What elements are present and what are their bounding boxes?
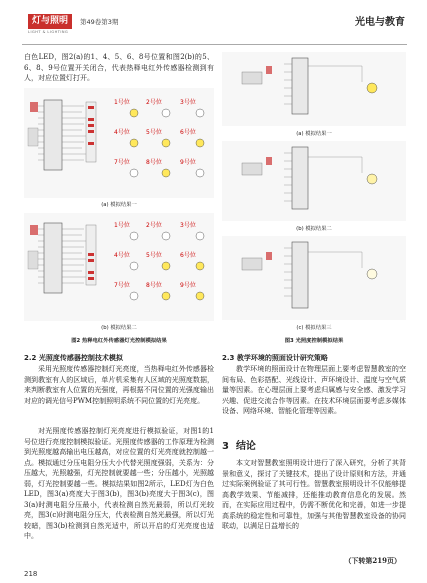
figure2a-caption: (a) 模拟结果一 bbox=[101, 202, 137, 208]
continued-note: （下转第219页） bbox=[344, 556, 401, 565]
section-title: 光电与教育 bbox=[355, 17, 405, 28]
figure2-caption: 图2 热释电红外传感器灯光控制模拟结果 bbox=[71, 338, 167, 344]
figure2a-image bbox=[24, 88, 214, 198]
figure3b-caption: (b) 模拟结果二 bbox=[296, 226, 332, 232]
figure3a-image bbox=[222, 52, 406, 126]
svg-text:4号位: 4号位 bbox=[114, 252, 130, 259]
figure3-caption: 图3 光照度控制模拟结果 bbox=[284, 338, 344, 344]
svg-text:2号位: 2号位 bbox=[146, 222, 162, 229]
svg-text:1号位: 1号位 bbox=[114, 99, 130, 106]
svg-text:8号位: 8号位 bbox=[146, 282, 162, 289]
journal-logo: 灯与照明 bbox=[28, 14, 72, 29]
figure2b-caption: (b) 模拟结果二 bbox=[101, 325, 137, 331]
section-2-2-heading: 2.2 光照度传感器控制技术模拟 bbox=[24, 354, 123, 362]
svg-text:7号位: 7号位 bbox=[114, 282, 130, 289]
figure3c-caption: (c) 模拟结果三 bbox=[296, 325, 332, 331]
section-3-number: 3 bbox=[222, 441, 229, 452]
svg-text:3号位: 3号位 bbox=[180, 99, 196, 106]
svg-text:5号位: 5号位 bbox=[146, 129, 162, 136]
header-divider bbox=[22, 44, 407, 45]
section-3-title: 结论 bbox=[235, 441, 256, 452]
svg-text:5号位: 5号位 bbox=[146, 252, 162, 259]
intro-paragraph: 白色LED，图2(a)的1、4、5、6、8号位置和图2(b)的5、6、8、9号位置开关闭合，代表热释电红外传感器检测到有人，对应位置灯打开。 bbox=[24, 53, 214, 82]
svg-text:8号位: 8号位 bbox=[146, 159, 162, 166]
svg-text:9号位: 9号位 bbox=[180, 159, 196, 166]
figure2b-image bbox=[24, 213, 214, 321]
section-2-3-para1: 教学环境的照面设计在物理层面上要考虑智慧教室的空间布局、色彩搭配、光线设计、声环境设计、温度与空气质量等因素。在心理层面上要考虑归属感与安全感、激发学习兴趣、促进交流合作等因素。在技术环境层面要考虑多媒体设备、网络环境、智能化管理等因素。 bbox=[222, 365, 406, 415]
figure3a-caption: (a) 模拟结果一 bbox=[296, 131, 332, 137]
section-3-para: 本文对智慧教室照明设计进行了深入研究，分析了其背景和意义，探讨了关键技术，提出了设计原则和方法，并通过实际案例验证了其可行性。智慧教室照明设计不仅能够提高教学效果、节能减排，还能推动教育信息化的发展。然而，在实际应用过程中，仍需不断优化和完善，如进一步提高系统的稳定性和可靠性，加强与其他智慧教室设备的协同联动，以满足日益增长的 bbox=[222, 459, 406, 530]
section-3-heading bbox=[222, 437, 256, 452]
section-2-3-heading: 2.3 教学环境的照面设计研究策略 bbox=[222, 354, 328, 362]
journal-logo-subtitle: LIGHT & LIGHTING bbox=[28, 30, 69, 34]
section-2-2-para1: 采用光照度传感器控制灯光亮度，当热释电红外传感器检测到教室有人的区域后，单片机采集有人区域的光照度数据，来判断教室有人位置的光强度，再根据不同位置的光强度输出对应的调光信号PWM控制照明系统不同位置的灯光亮度。 bbox=[24, 365, 214, 405]
issue-number: 第49卷第3期 bbox=[80, 18, 119, 26]
svg-text:2号位: 2号位 bbox=[146, 99, 162, 106]
figure3b-image bbox=[222, 141, 406, 221]
section-2-2-para2: 对光照度传感器控制灯光亮度进行模拟验证，对图1的1号位进行亮度控制模拟验证。光照度传感器的工作原理为检测到光照度越高输出电压越高，对应位置的灯光亮度就控制越一点。模拟通过分压电阻分压大小代替光照度强弱，关系为：分压越大，光照越强，灯光控制就要越一些；分压越小，光照越弱，灯光控制要越一些。模拟结果如图2所示，LED灯为白色LED，图3(a)亮度大于图3(b)，图3(b)亮度大于图3(c)，图3(a)时测电阻分压最小，代表检测自然光最弱，所以灯光较亮，图3(c)时测电阻分压大，代表检测自然光最强，所以灯光较暗，图3(b)检测到自然光适中，所以开启的灯光亮度也适中。 bbox=[24, 427, 214, 540]
svg-text:6号位: 6号位 bbox=[180, 252, 196, 259]
svg-text:7号位: 7号位 bbox=[114, 159, 130, 166]
page-number: 218 bbox=[24, 570, 38, 578]
svg-text:9号位: 9号位 bbox=[180, 282, 196, 289]
page-header bbox=[0, 0, 427, 48]
svg-text:3号位: 3号位 bbox=[180, 222, 196, 229]
svg-text:4号位: 4号位 bbox=[114, 129, 130, 136]
svg-text:1号位: 1号位 bbox=[114, 222, 130, 229]
svg-text:6号位: 6号位 bbox=[180, 129, 196, 136]
figure3c-image bbox=[222, 236, 406, 320]
